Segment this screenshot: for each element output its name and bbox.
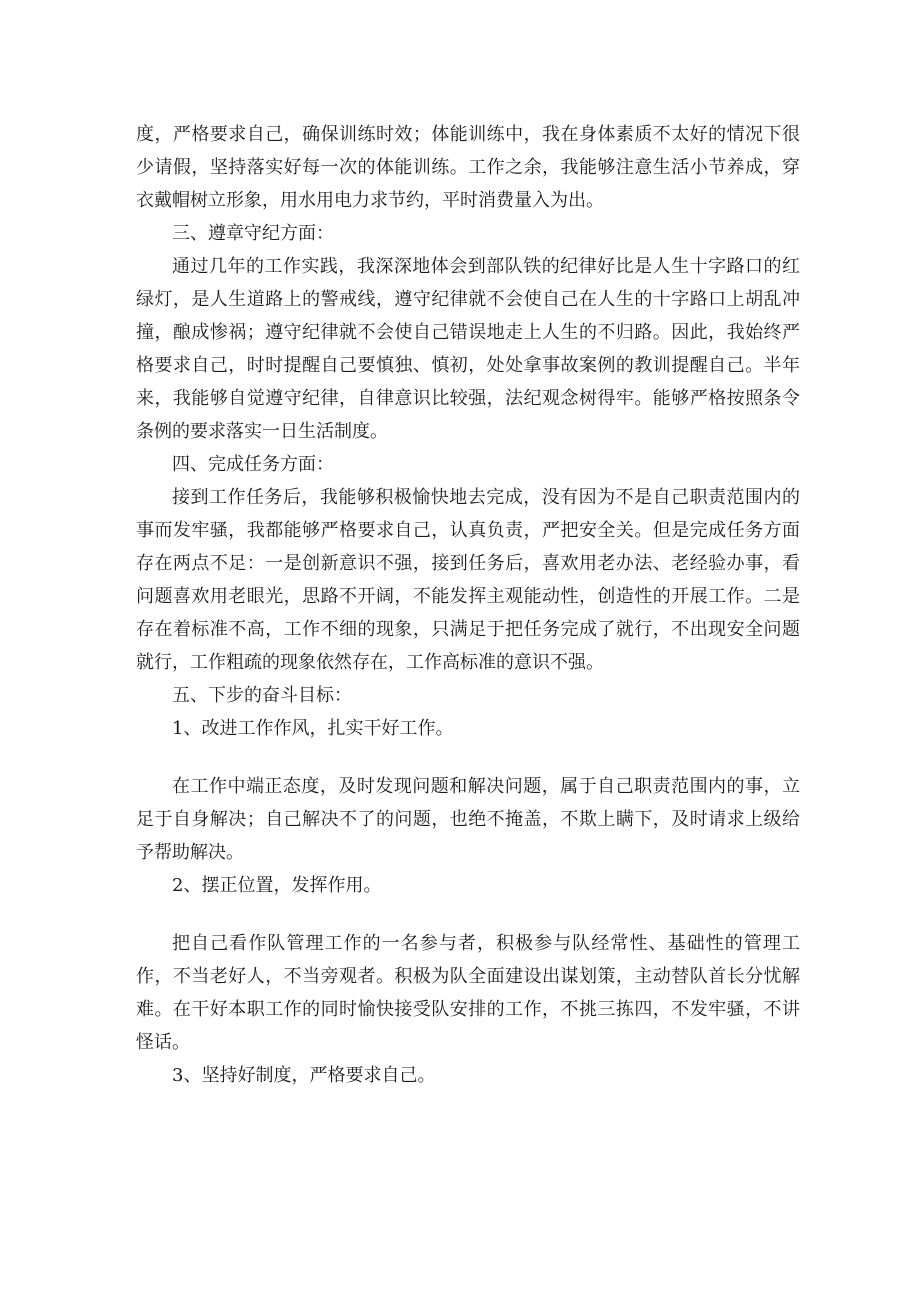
heading-tasks: 四、完成任务方面：	[172, 454, 334, 475]
subheading-goal-1: 1、改进工作作风，扎实干好工作。	[172, 718, 454, 739]
heading-goals: 五、下步的奋斗目标：	[172, 685, 352, 706]
document-body	[136, 118, 800, 1092]
subheading-goal-3: 3、坚持好制度，严格要求自己。	[172, 1065, 436, 1086]
heading-discipline: 三、遵章守纪方面：	[172, 223, 334, 244]
paragraph-tasks: 接到工作任务后，我能够积极愉快地去完成，没有因为不是自己职责范围内的事而发牢骚，我都能够严格要求自己，认真负责，严把安全关。但是完成任务方面存在两点不足：一是创新意识不强，接到任务后，喜欢用老办法、老经验办事，看问题喜欢用老眼光，思路不开阔，不能发挥主观能动性，创造性的开展工作。二是存在着标准不高，工作不细的现象，只满足于把任务完成了就行，不出现安全问题就行，工作粗疏的现象依然存在，工作高标准的意识不强。	[136, 487, 800, 673]
subheading-goal-2: 2、摆正位置，发挥作用。	[172, 875, 382, 896]
paragraph-discipline: 通过几年的工作实践，我深深地体会到部队铁的纪律好比是人生十字路口的红绿灯，是人生道路上的警戒线，遵守纪律就不会使自己在人生的十字路口上胡乱冲撞，酿成惨祸；遵守纪律就不会使自己错误地走上人生的不归路。因此，我始终严格要求自己，时时提醒自己要慎独、慎初，处处拿事故案例的教训提醒自己。半年来，我能够自觉遵守纪律，自律意识比较强，法纪观念树得牢。能够严格按照条令条例的要求落实一日生活制度。	[136, 256, 800, 442]
paragraph-goal-1: 在工作中端正态度，及时发现问题和解决问题，属于自己职责范围内的事，立足于自身解决；自己解决不了的问题，也绝不掩盖，不欺上瞒下，及时请求上级给予帮助解决。	[136, 776, 800, 863]
paragraph-goal-2: 把自己看作队管理工作的一名参与者，积极参与队经常性、基础性的管理工作，不当老好人，不当旁观者。积极为队全面建设出谋划策，主动替队首长分忧解难。在干好本职工作的同时愉快接受队安排的工作，不挑三拣四，不发牢骚，不讲怪话。	[136, 933, 800, 1053]
paragraph-training-continued: 度，严格要求自己，确保训练时效；体能训练中，我在身体素质不太好的情况下很少请假，坚持落实好每一次的体能训练。工作之余，我能够注意生活小节养成，穿衣戴帽树立形象，用水用电力求节约，平时消费量入为出。	[136, 124, 800, 211]
